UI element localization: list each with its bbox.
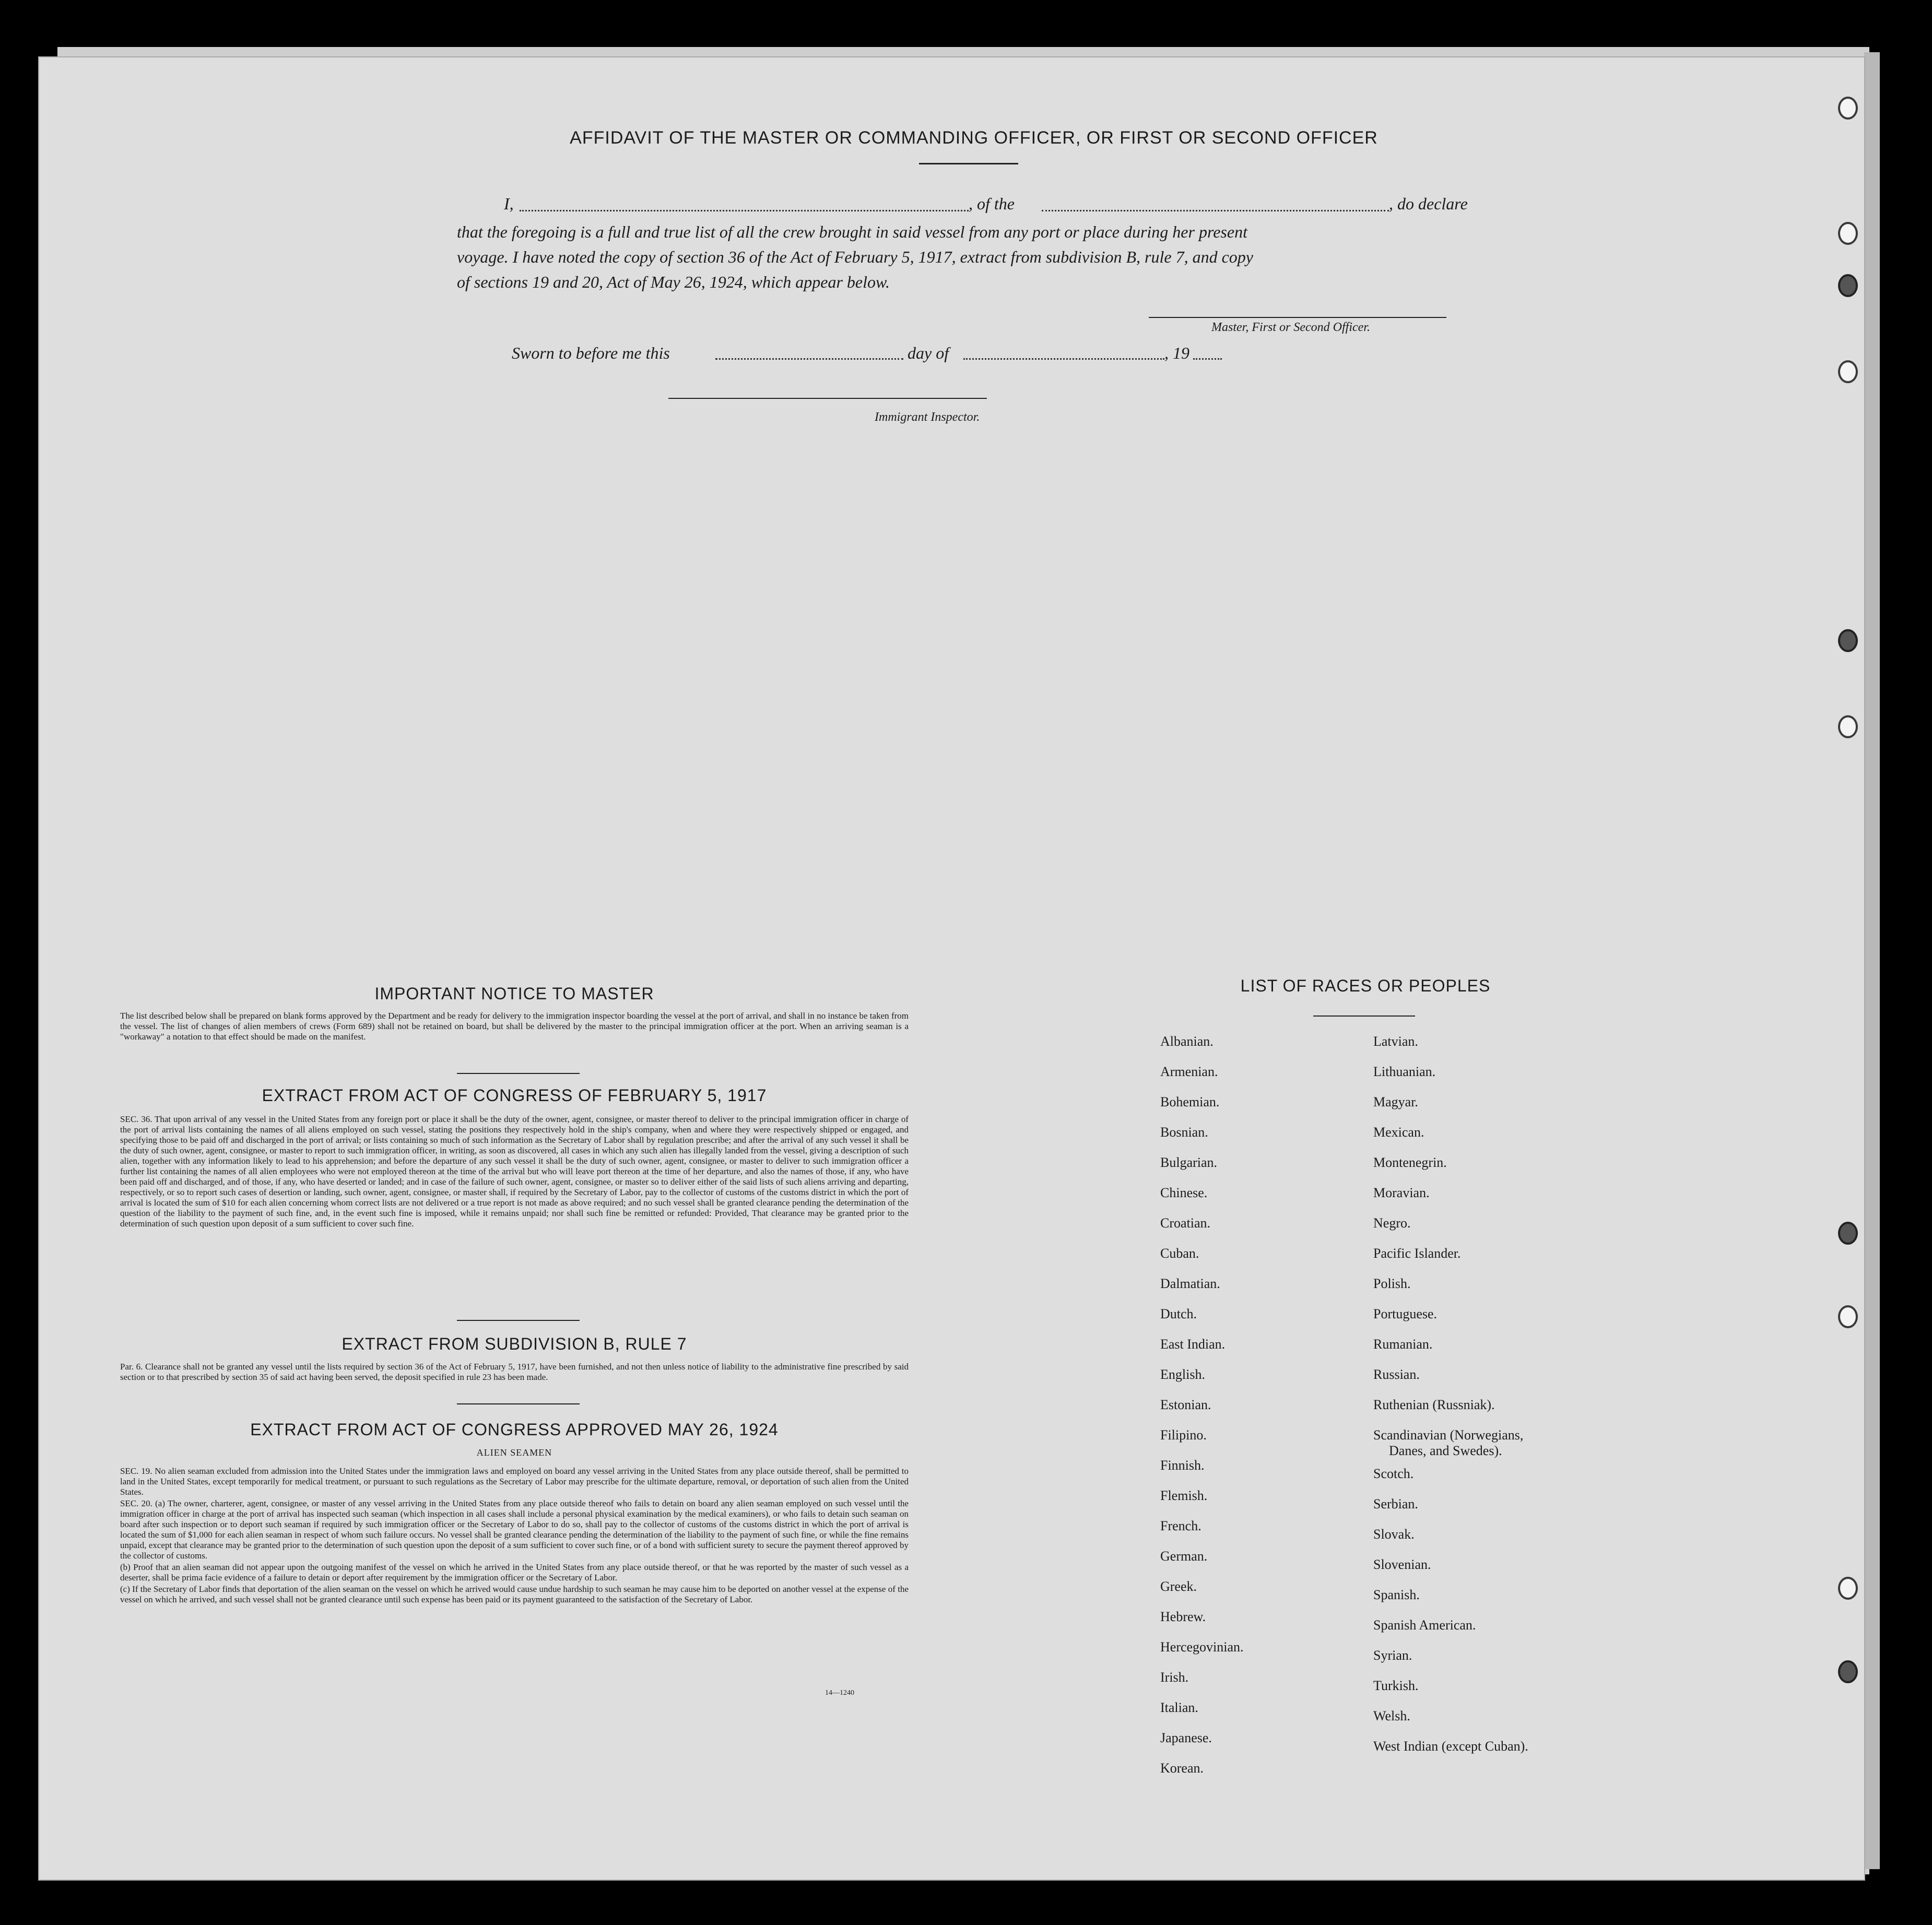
race-item: Negro.: [1373, 1215, 1411, 1231]
page-edge: [1864, 52, 1880, 1869]
binder-hole-icon: [1838, 1305, 1858, 1328]
races-title-rule: [1313, 1015, 1415, 1017]
race-item: Montenegrin.: [1373, 1155, 1447, 1170]
race-item: Armenian.: [1160, 1064, 1218, 1079]
race-item: German.: [1160, 1549, 1208, 1564]
signature-line: [1149, 317, 1446, 318]
binder-hole-icon: [1838, 629, 1858, 652]
race-item: Korean.: [1160, 1761, 1204, 1776]
race-item: Lithuanian.: [1373, 1064, 1436, 1079]
signature-caption: Master, First or Second Officer.: [1211, 321, 1370, 334]
race-item: Flemish.: [1160, 1488, 1208, 1503]
race-item: Ruthenian (Russniak).: [1373, 1397, 1495, 1412]
extract-1924-paragraph: SEC. 20. (a) The owner, charterer, agent, consignee, or master of any vessel arriving in the United States from any place outside thereof who fails to detain on board any alien seaman employed on such vessel until the immigration officer in charge at the port of arrival has inspected such seaman (which inspection in all cases shall include a personal physical examination by the medical examiners), or who fails to detain such seaman on board after such inspection or to deport such seaman if required by such immigration officer or the Secretary of Labor to do so, shall pay to the collector of customs of the customs district in which the port of arrival is located the sum of $1,000 for each alien seaman in respect of whom such failure occurs. No vessel shall be granted clearance pending the determination of the liability to the payment of such fine, or while the fine remains unpaid, except that clearance may be granted prior to the determination of such question upon the deposit of a sum sufficient to cover such fine, or of a bond with sufficient surety to secure the payment thereof approved by the collector of customs.: [120, 1498, 909, 1561]
race-item: Bosnian.: [1160, 1125, 1208, 1140]
vessel-blank-field[interactable]: [1042, 210, 1389, 211]
binder-hole-icon: [1838, 1222, 1858, 1245]
race-item: Magyar.: [1373, 1094, 1418, 1109]
extract-rule7-title: EXTRACT FROM SUBDIVISION B, RULE 7: [341, 1334, 687, 1353]
race-item: East Indian.: [1160, 1337, 1226, 1352]
race-item: Mexican.: [1373, 1125, 1424, 1140]
race-item: West Indian (except Cuban).: [1373, 1739, 1528, 1754]
binder-hole-icon: [1838, 274, 1858, 297]
race-item: Welsh.: [1373, 1708, 1410, 1723]
race-item: Danes, and Swedes).: [1389, 1443, 1502, 1458]
race-item: Dalmatian.: [1160, 1276, 1220, 1291]
race-item: Serbian.: [1373, 1496, 1418, 1511]
binder-hole-icon: [1838, 1660, 1858, 1683]
race-item: Russian.: [1373, 1367, 1420, 1382]
inspector-signature-line: [668, 398, 987, 399]
extract-1917-title: EXTRACT FROM ACT OF CONGRESS OF FEBRUARY 5, 1917: [262, 1086, 767, 1105]
race-item: Syrian.: [1373, 1648, 1412, 1663]
sworn-label: Sworn to before me this: [512, 344, 670, 362]
section-rule: [457, 1073, 580, 1074]
race-item: Turkish.: [1373, 1678, 1419, 1693]
binder-hole-icon: [1838, 1577, 1858, 1600]
race-item: Spanish.: [1373, 1587, 1420, 1602]
race-item: Finnish.: [1160, 1458, 1205, 1473]
day-of-label: day of: [908, 344, 949, 362]
extract-1924-title: EXTRACT FROM ACT OF CONGRESS APPROVED MAY 26, 1924: [250, 1420, 779, 1439]
race-item: Estonian.: [1160, 1397, 1211, 1412]
affidavit-of-the-label: , of the: [969, 194, 1015, 213]
race-item: Greek.: [1160, 1579, 1197, 1594]
title-rule: [919, 163, 1018, 164]
races-left-column: [1160, 1026, 1244, 1784]
name-blank-field[interactable]: [520, 210, 969, 211]
affidavit-i-label: I,: [504, 194, 514, 213]
extract-1924-paragraph: (c) If the Secretary of Labor finds that deportation of the alien seaman on the vessel on which he arrived would cause undue hardship to such seaman he may cause him to be deported on another vessel at the expense of the vessel on which he arrived, and such vessel shall not be granted clearance until such expense has been paid or its payment guaranteed to the satisfaction of the Secretary of Labor.: [120, 1584, 909, 1604]
sworn-month-field[interactable]: [963, 358, 1164, 360]
extract-1924-subtitle: ALIEN SEAMEN: [476, 1447, 552, 1458]
affidavit-body: [457, 219, 1501, 294]
binder-hole-icon: [1838, 222, 1858, 245]
race-item: Japanese.: [1160, 1730, 1212, 1745]
year-label: , 19: [1164, 344, 1189, 362]
inspector-caption: Immigrant Inspector.: [875, 410, 980, 424]
races-right-column: [1373, 1026, 1528, 1762]
affidavit-declare-label: , do declare: [1389, 194, 1468, 213]
notice-text: The list described below shall be prepared on blank forms approved by the Department and be ready for delivery to the immigration inspector boarding the vessel at the port of arrival, and shall in no instance be taken from the vessel. The list of changes of alien members of crews (Form 689) shall not be retained on board, but shall be delivered by the master to the principal immigration officer at the port. When an arriving seaman is a "workaway" a notation to that effect should be made on the manifest.: [120, 1011, 909, 1042]
race-item: Albanian.: [1160, 1034, 1214, 1049]
notice-title: IMPORTANT NOTICE TO MASTER: [374, 984, 654, 1003]
extract-1917-text: SEC. 36. That upon arrival of any vessel in the United States from any foreign port or place it shall be the duty of the owner, agent, consignee, or master thereof to deliver to the principal immigration officer in charge of the port of arrival lists containing the names of all aliens employed on such vessel, stating the positions they respectively hold in the ship's company, when and where they were respectively shipped or engaged, and specifying those to be paid off and discharged in the port of arrival; or lists containing so much of such information as the Secretary of Labor shall by regulation prescribe; and after the arrival of any such vessel it shall be the duty of such owner, agent, consignee, or master to report to such immigration officer, in writing, as soon as discovered, all cases in which any such alien has illegally landed from the vessel, giving a description of such alien, together with any information likely to lead to his apprehension; and before the departure of any such vessel it shall be the duty of such owner, agent, consignee, or master to deliver to such immigration officer a further list containing the names of all alien employees who were not employed thereon at the time of the arrival but who will leave port thereon at the time of her departure, and also the names of those, if any, who have been paid off and discharged, and of those, if any, who have deserted or landed; and in case of the failure of such owner, agent, consignee, or master so to deliver either of the said lists of such aliens arriving and departing, respectively, or so to report such cases of desertion or landing, such owner, agent, consignee, or master shall, if required by the Secretary of Labor, pay to the collector of customs of the customs district in which the port of arrival is located the sum of $10 for each alien concerning whom correct lists are not delivered or a true report is not made as above required; and no such vessel shall be granted clearance pending the determination of the question of the liability to the payment of such fine, and, in the event such fine is imposed, while it remains unpaid; nor shall such fine be remitted or refunded: Provided, That clearance may be granted prior to the determination of such question upon deposit of a sum sufficient to cover such fine.: [120, 1114, 909, 1229]
extract-1924-text: [120, 1466, 909, 1606]
race-item: Croatian.: [1160, 1215, 1211, 1231]
affidavit-body-line: that the foregoing is a full and true list of all the crew brought in said vessel from any port or place during her present: [457, 222, 1247, 241]
extract-1924-paragraph: (b) Proof that an alien seaman did not appear upon the outgoing manifest of the vessel on which he arrived in the United States from any place outside thereof, or that he was reported by the master of such vessel as a deserter, shall be prima facie evidence of a failure to detain or deport after requirement by the immigration officer or the Secretary of Labor.: [120, 1562, 909, 1582]
race-item: Bohemian.: [1160, 1094, 1220, 1109]
race-item: Pacific Islander.: [1373, 1246, 1461, 1261]
extract-rule7-text: Par. 6. Clearance shall not be granted any vessel until the lists required by section 36 of the Act of February 5, 1917, have been furnished, and not then unless notice of liability to the administrative fine prescribed by said section or to that prescribed by section 35 of said act having been served, the deposit specified in rule 23 has been made.: [120, 1362, 909, 1382]
race-item: Spanish American.: [1373, 1617, 1476, 1633]
race-item: Hebrew.: [1160, 1609, 1206, 1624]
race-item: Slovak.: [1373, 1527, 1415, 1542]
race-item: Italian.: [1160, 1700, 1198, 1715]
binder-hole-icon: [1838, 97, 1858, 120]
race-item: Scandinavian (Norwegians,: [1373, 1427, 1524, 1443]
races-title: LIST OF RACES OR PEOPLES: [1240, 976, 1491, 995]
section-rule: [457, 1403, 580, 1404]
affidavit-title: AFFIDAVIT OF THE MASTER OR COMMANDING OFFICER, OR FIRST OR SECOND OFFICER: [570, 128, 1378, 148]
race-item: Latvian.: [1373, 1034, 1418, 1049]
extract-1924-paragraph: SEC. 19. No alien seaman excluded from admission into the United States under the immigration laws and employed on board any vessel arriving in the United States from any place outside thereof, shall be permitted to land in the United States, except temporarily for medical treatment, or pursuant to such regulations as the Secretary of Labor may prescribe for the ultimate departure, removal, or deportation of such alien from the United States.: [120, 1466, 909, 1497]
race-item: Rumanian.: [1373, 1337, 1433, 1352]
race-item: Polish.: [1373, 1276, 1411, 1291]
race-item: Slovenian.: [1373, 1557, 1431, 1572]
race-item: Bulgarian.: [1160, 1155, 1218, 1170]
race-item: Irish.: [1160, 1670, 1189, 1685]
race-item: French.: [1160, 1518, 1201, 1533]
affidavit-body-line: voyage. I have noted the copy of section 36 of the Act of February 5, 1917, extract from subdivision B, rule 7, and copy: [457, 247, 1253, 266]
section-rule: [457, 1320, 580, 1321]
form-number: 14—1240: [825, 1689, 854, 1697]
binder-hole-icon: [1838, 360, 1858, 383]
race-item: Cuban.: [1160, 1246, 1199, 1261]
race-item: Filipino.: [1160, 1427, 1207, 1443]
sworn-year-field[interactable]: [1193, 358, 1222, 360]
race-item: Portuguese.: [1373, 1306, 1438, 1321]
race-item: Dutch.: [1160, 1306, 1197, 1321]
race-item: Scotch.: [1373, 1466, 1414, 1481]
binder-hole-icon: [1838, 715, 1858, 738]
document-page: [39, 57, 1864, 1880]
race-item: Chinese.: [1160, 1185, 1208, 1200]
sworn-day-field[interactable]: [715, 358, 903, 360]
race-item: English.: [1160, 1367, 1205, 1382]
race-item: Hercegovinian.: [1160, 1639, 1244, 1655]
affidavit-body-line: of sections 19 and 20, Act of May 26, 1924, which appear below.: [457, 273, 890, 291]
race-item: Moravian.: [1373, 1185, 1430, 1200]
